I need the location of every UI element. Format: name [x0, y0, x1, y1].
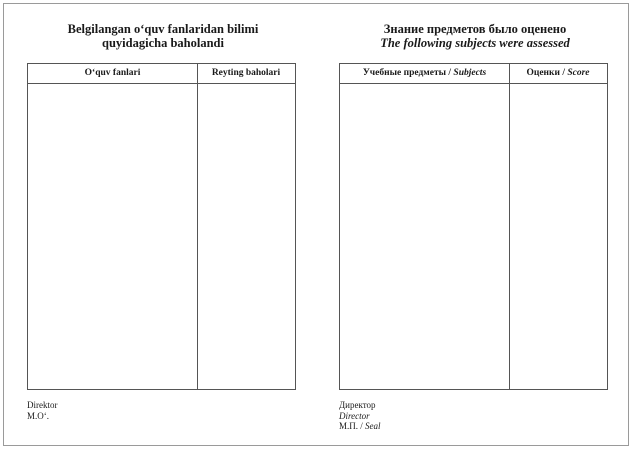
left-subjects-table — [27, 63, 296, 390]
right-seal-ru: М.П. / — [339, 421, 363, 431]
left-column-divider — [197, 64, 198, 389]
right-seal-line — [339, 421, 381, 432]
right-subjects-table — [339, 63, 608, 390]
certificate-page — [3, 3, 629, 446]
right-title — [340, 22, 610, 50]
right-director-ru: Директор — [339, 400, 376, 410]
right-col-subjects-header — [340, 64, 509, 83]
right-col-subjects-ru: Учебные предметы / — [362, 68, 452, 78]
right-col-subjects-en: Subjects — [453, 68, 487, 78]
right-title-line1: Знание предметов было оценено — [383, 22, 567, 36]
right-column-divider — [509, 64, 510, 389]
left-title-line2: quyidagicha baholandi — [102, 36, 224, 50]
left-seal-label: M.O‘. — [27, 410, 49, 421]
right-col-score-header — [509, 64, 607, 83]
right-director-en: Director — [339, 410, 370, 421]
left-director-label: Direktor — [27, 400, 58, 410]
right-signature-block — [339, 400, 381, 432]
left-title — [28, 22, 298, 50]
left-col-subjects-header: O‘quv fanlari — [84, 68, 141, 78]
left-signature-block — [27, 400, 58, 421]
right-title-line2: The following subjects were assessed — [380, 36, 570, 50]
left-col-rating-header: Reyting baholari — [211, 68, 281, 78]
right-col-score-ru: Оценки / — [526, 68, 565, 78]
right-seal-en: Seal — [365, 421, 381, 431]
right-col-score-en: Score — [567, 68, 590, 78]
left-title-line1: Belgilangan o‘quv fanlaridan bilimi — [67, 22, 259, 36]
